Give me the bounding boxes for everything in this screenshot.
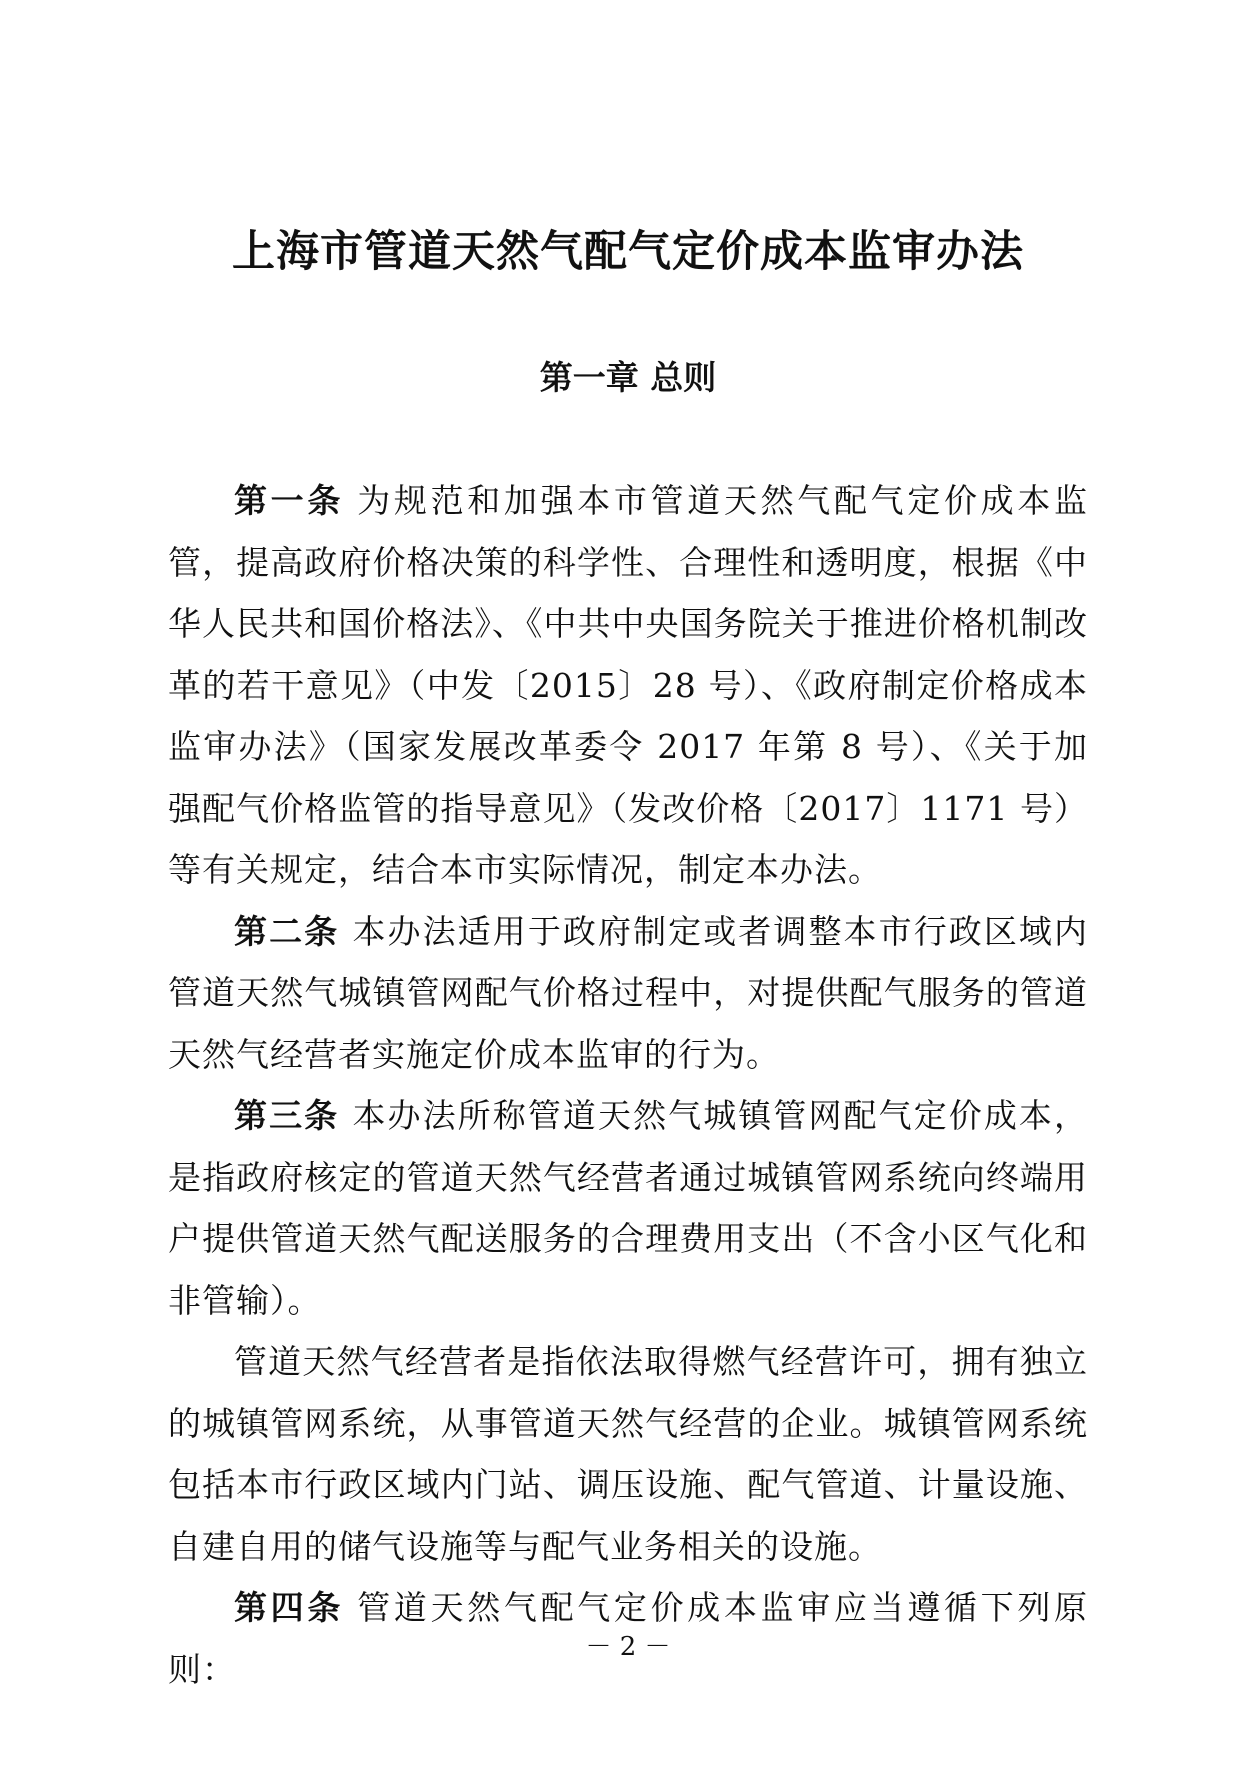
article-paragraph xyxy=(168,1331,1088,1577)
article-text: 本办法适用于政府制定或者调整本市行政区域内管道天然气城镇管网配气价格过程中，对提供配气服务的管道天然气经营者实施定价成本监审的行为。 xyxy=(168,911,1089,1074)
article-text: 管道天然气配气定价成本监审应当遵循下列原则： xyxy=(168,1588,1089,1689)
document-body xyxy=(168,470,1088,1700)
article-label: 第一条 xyxy=(234,481,345,520)
article-label: 第二条 xyxy=(234,911,340,951)
article-label: 第三条 xyxy=(234,1096,340,1135)
article-text: 为规范和加强本市管道天然气配气定价成本监管，提高政府价格决策的科学性、合理性和透明度，根据《中华人民共和国价格法》、《中共中央国务院关于推进价格机制改革的若干意见》（中发〔2015〕28 号）、《政府制定价格成本监审办法》（国家发展改革委令 2017 年第 8 号）、《关于加强配气价格监管的指导意见》（发改价格〔2017〕1171 号）等有关规定，结合本市实际情况，制定本办法。 xyxy=(168,481,1089,889)
article-paragraph xyxy=(168,470,1088,901)
article-text: 本办法所称管道天然气城镇管网配气定价成本，是指政府核定的管道天然气经营者通过城镇管网系统向终端用户提供管道天然气配送服务的合理费用支出（不含小区气化和非管输）。 xyxy=(168,1096,1089,1320)
article-paragraph xyxy=(168,901,1088,1086)
chapter-heading: 第一章 总则 xyxy=(539,358,717,397)
page-number: － 2 － xyxy=(585,1632,671,1662)
article-text: 管道天然气经营者是指依法取得燃气经营许可，拥有独立的城镇管网系统，从事管道天然气经营的企业。城镇管网系统包括本市行政区域内门站、调压设施、配气管道、计量设施、自建自用的储气设施等与配气业务相关的设施。 xyxy=(168,1342,1088,1566)
document-title: 上海市管道天然气配气定价成本监审办法 xyxy=(232,227,1024,277)
article-label: 第四条 xyxy=(234,1588,345,1627)
article-paragraph xyxy=(168,1085,1088,1331)
